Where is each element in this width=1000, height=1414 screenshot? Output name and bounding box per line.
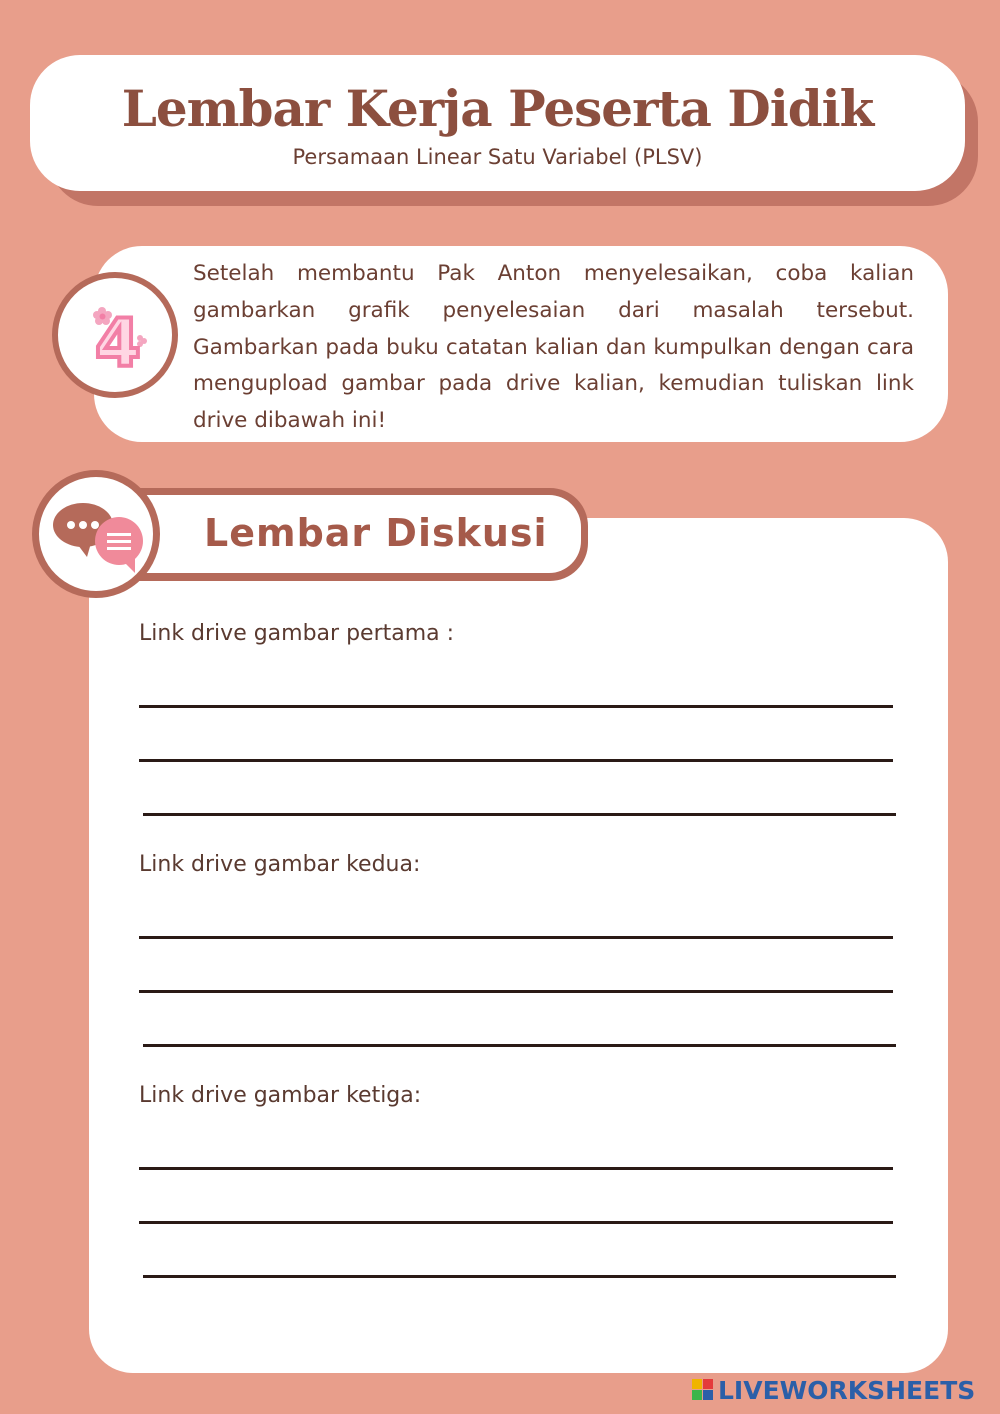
number-four-icon bbox=[58, 278, 172, 392]
liveworksheets-mark-icon bbox=[692, 1379, 714, 1401]
title-card bbox=[30, 55, 965, 191]
answer-line[interactable] bbox=[139, 990, 893, 993]
page-subtitle: Persamaan Linear Satu Variabel (PLSV) bbox=[292, 145, 703, 169]
answer-line[interactable] bbox=[143, 1275, 896, 1278]
answer-line[interactable] bbox=[143, 1044, 896, 1047]
discussion-banner bbox=[96, 488, 588, 581]
answer-line[interactable] bbox=[143, 813, 896, 816]
answer-line[interactable] bbox=[139, 1221, 893, 1224]
answer-line[interactable] bbox=[139, 705, 893, 708]
field-label-first: Link drive gambar pertama : bbox=[139, 621, 455, 646]
chat-bubbles-icon bbox=[39, 477, 153, 591]
instruction-text: Setelah membantu Pak Anton menyelesaikan, coba kalian gambarkan grafik penyelesaian dari masalah tersebut. Gambarkan pada buku catatan kalian dan kumpulkan dengan cara mengupload gambar pada drive kalian, kemudian tuliskan link drive dibawah ini! bbox=[193, 261, 914, 434]
discussion-card bbox=[89, 518, 948, 1373]
page-title: Lembar Kerja Peserta Didik bbox=[121, 79, 874, 138]
discussion-banner-inner bbox=[102, 495, 581, 573]
liveworksheets-logo bbox=[692, 1374, 975, 1406]
discussion-heading: Lembar Diskusi bbox=[204, 511, 548, 555]
number-label: 4 bbox=[95, 305, 141, 382]
answer-line[interactable] bbox=[139, 936, 893, 939]
answer-line[interactable] bbox=[139, 759, 893, 762]
chat-badge bbox=[32, 470, 160, 598]
field-label-third: Link drive gambar ketiga: bbox=[139, 1083, 422, 1108]
liveworksheets-brand: LIVEWORKSHEETS bbox=[718, 1375, 976, 1405]
field-label-second: Link drive gambar kedua: bbox=[139, 852, 421, 877]
answer-line[interactable] bbox=[139, 1167, 893, 1170]
number-badge bbox=[52, 272, 178, 398]
